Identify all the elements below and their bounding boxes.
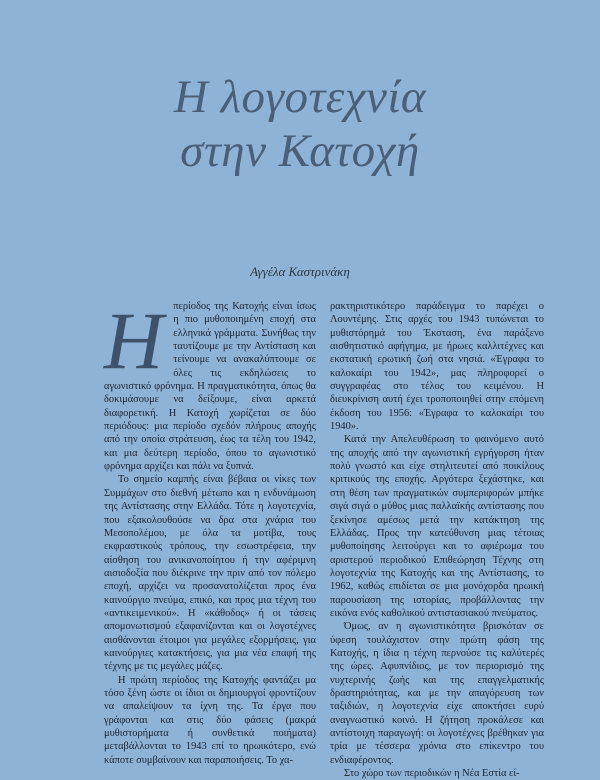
paragraph [104,295,316,473]
paragraph: Στο χώρο των περιοδικών η Νέα Εστία εί- [344,768,520,780]
article-author: Αγγέλα Καστρινάκη [250,264,350,279]
title-line-1: Η λογοτεχνία [173,71,427,123]
paragraph: Κατά την Απελευθέρωση το φαινόμενο αυτό της αποχής από την αγωνιστική εγρήγορση ήταν πολύ γνωστό και είχε στηλιτευτεί από ποικίλους κριτικούς της εποχής. Αργότερα ξεχάστηκε, και στη θέση των πραγματικών συμπεριφορών μπήκε σιγά σιγά ο μύθος μιας παλλαϊκής αντίστασης που ξεκίνησε αμέσως μετά την κατάκτηση της Ελλάδας. Προς την κατεύθυνση μιας τέτοιας μυθοποίησης λειτούργει και το αφιέρωμα του αριστερού περιοδικού Επιθεώρηση Τέχνης στη λογοτεχνία της Κατοχής και της Αντίστασης, το 1962, καθώς επιδίεται σε μια μονόχορδα ηρωική παρουσίαση της ιστορίας, προβάλλοντας την εικόνα ενός καθολικού αντιστασιακού πνεύματος. [330,434,544,619]
article-title [0,70,600,178]
paragraph-text: περίοδος της Κατοχής είναι ίσως η πιο μυθοποιημένη εποχή στα ελληνικά γράμματα. Συνήθως την ταυτίζουμε με την Αντίσταση και τείνουμε να ανακαλύπτουμε σε όλες τις εκδηλώσεις το αγωνιστικό φρόνημα. Η πραγματικότητα, όπως θα δοκιμάσουμε να δείξουμε, είναι αρκετά διαφορετική. Η Κατοχή χωρίζεται σε δύο περιόδους: μια περίοδο σχεδόν πλήρους αποχής από την οποία στράτευση, έως τα τέλη του 1942, και μια δεύτερη περίοδο, όπου το αγωνιστικό φρόνημα αρχίζει και πάλι να ξυπνά. [104,301,316,473]
paragraph: Το σημείο καμπής είναι βέβαια οι νίκες των Συμμάχων στο διεθνή μέτωπο και η ενδυνάμωση της Αντίστασης στην Ελλάδα. Τότε η λογοτεχνία, που εξακολουθούσε να δρα στα χνάρια του Μεσοπολέμου, με όλα τα μοτίβα, τους εκφραστικούς τρόπους, την εσωστρέφεια, την αίσθηση του ανικανοποίητου ή την αφέριμνη αισιοδοξία που διέκρινε την πριν από τον πόλεμο εποχή, αρχίζει να προσανατολίζεται προς ένα καινούργιο πνεύμα, επικό, και προς μια τέχνη του «αντικειμενικού». Η «κάθοδος» ή οι τάσεις απομονωτισμού εξαφανίζονται και οι λογοτέχνες αισθάνονται έτοιμοι για μεγάλες εξορμήσεις, για καινούργιες κατακτήσεις, για μια νέα επαφή της τέχνης με τις μεγάλες μάζες. [104,474,316,673]
paragraph: ρακτηριστικότερο παράδειγμα το παρέχει ο Λουντέμης. Στις αρχές του 1943 τυπώνεται το μυθιστόρημά του Έκσταση, ένα παράξενο αισθητιστικό αφήγημα, με ήρωες καλλιτέχνες και εκστατική ερωτική ζωή στα νησιά. «Έγραφα το καλοκαίρι του 1942», μας πληροφορεί ο συγγραφέας στο τέλος του κειμένου. Η διευκρίνιση αυτή έχει τροποποιηθεί στην επόμενη έκδοση του 1956: «Έγραφα το καλοκαίρι του 1940». [330,301,544,433]
drop-cap: Η [104,295,164,386]
paragraph: Η πρώτη περίοδος της Κατοχής φαντάζει μα τόσο ξένη ώστε οι ίδιοι οι δημιουργοί φροντίζουν να απαλείψουν τα ίχνη της. Τα έργα που γράφονται και στις δύο φάσεις (μακρά μυθιστορήματα ή συνθετικά ποιήματα) μεταβάλλονται το 1943 επί το ηρωικότερο, ενώ κάποτε συμβαίνουν και παραποιήσεις. Το χα- [104,674,316,766]
title-line-2: στην Κατοχή [180,125,420,177]
right-column [330,300,544,780]
paragraph: Όμως, αν η αγωνιστικότητα βρισκόταν σε ύφεση τουλάχιστον στην πρώτη φάση της Κατοχής, η ίδια η τέχνη περνούσε τις καλύτερές της ώρες. Αφυπνίδιος, με τον περιορισμό της νυχτερινής ζωής και της επαγγελματικής δραστηριότητας, και με την απαγόρευση των ταξιδιών, η λογοτεχνία είχε αποκτήσει ευρύ αναγνωστικό κοινό. Η ζήτηση προκάλεσε και αντίστοιχη παραγωγή: οι λογοτέχνες βρέθηκαν για τρία με τέσσερα χρόνια στο επίκεντρο του ενδιαφέροντος. [330,621,544,766]
left-column [104,295,316,767]
